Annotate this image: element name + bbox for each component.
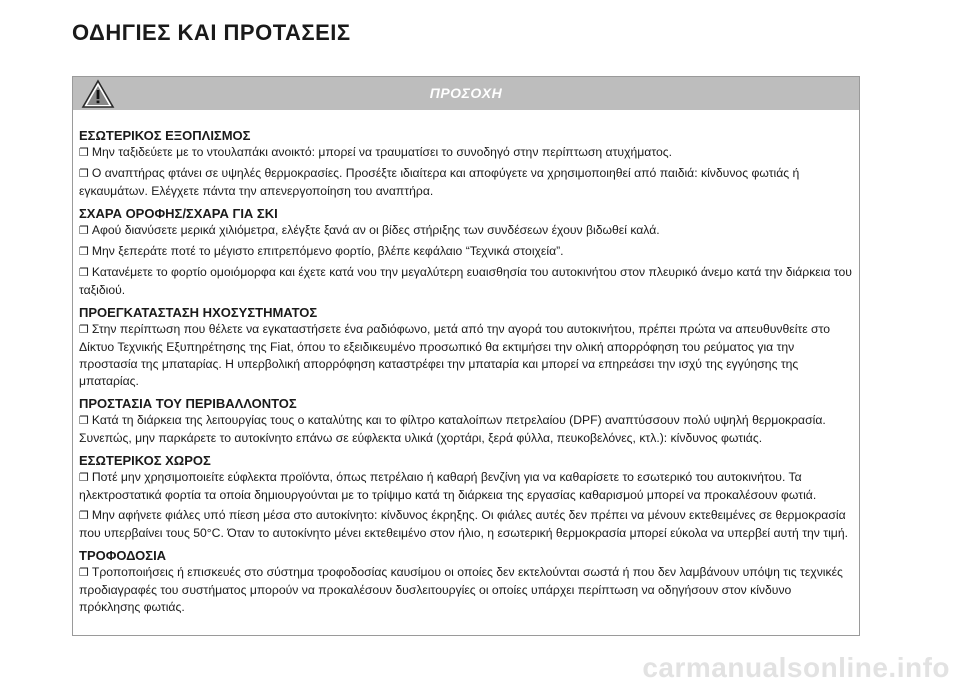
paragraph — [79, 144, 853, 162]
paragraph-text: Μην ταξιδεύετε με το ντουλαπάκι ανοικτό: μπορεί να τραυματίσει το συνοδηγό στην περίπτωση ατυχήματος. — [91, 145, 672, 159]
paragraph-text: Μην ξεπεράτε ποτέ το μέγιστο επιτρεπόμενο φορτίο, βλέπε κεφάλαιο “Τεχνικά στοιχεία”. — [91, 244, 564, 258]
paragraph — [79, 412, 853, 447]
checkbox-bullet-icon: ❐ — [79, 415, 89, 427]
section-title: ΠΡΟΣΤΑΣΙΑ ΤΟΥ ΠΕΡΙΒΑΛΛΟΝΤΟΣ — [79, 396, 297, 411]
checkbox-bullet-icon: ❐ — [79, 225, 89, 237]
watermark: carmanualsonline.info — [642, 652, 950, 683]
paragraph-text: Τροποποιήσεις ή επισκευές στο σύστημα τροφοδοσίας καυσίμου οι οποίες δεν εκτελούνται σωστά ή που δεν λαμβάνουν υπόψη τις τεχνικές προδιαγραφές του συστήματος μπορούν να προκαλέσουν δυσλειτουργίες οι οποίες υπάρχει περίπτωση να οδηγήσουν στον κίνδυνο πρόκλησης φωτιάς. — [79, 565, 843, 614]
section-title: ΣΧΑΡΑ ΟΡΟΦΗΣ/ΣΧΑΡΑ ΓΙΑ ΣΚΙ — [79, 206, 278, 221]
paragraph — [79, 564, 853, 616]
warning-content — [79, 127, 853, 619]
checkbox-bullet-icon: ❐ — [79, 168, 89, 180]
paragraph-text: Μην αφήνετε φιάλες υπό πίεση μέσα στο αυτοκίνητο: κίνδυνος έκρηξης. Οι φιάλες αυτές δεν πρέπει να μένουν εκτεθειμένες σε θερμοκρασία που υπερβαίνει τους 50°C. Όταν το αυτοκίνητο μένει εκτεθειμένο στον ήλιο, η εσωτερική θερμοκρασία μπορεί εύκολα να υπερβεί αυτή την τιμή. — [79, 508, 848, 540]
checkbox-bullet-icon: ❐ — [79, 324, 89, 336]
warning-box — [72, 76, 860, 636]
paragraph — [79, 507, 853, 542]
checkbox-bullet-icon: ❐ — [79, 567, 89, 579]
paragraph-text: Κατανέμετε το φορτίο ομοιόμορφα και έχετε κατά νου την μεγαλύτερη ευαισθησία του αυτοκινήτου στον πλευρικό άνεμο κατά την διάρκεια του ταξιδιού. — [79, 265, 852, 297]
checkbox-bullet-icon: ❐ — [79, 267, 89, 279]
paragraph — [79, 243, 853, 261]
warning-title: ΠΡΟΣΟΧΗ — [429, 85, 503, 101]
paragraph — [79, 321, 853, 390]
checkbox-bullet-icon: ❐ — [79, 246, 89, 258]
warning-header — [73, 77, 859, 110]
section-title: ΕΣΩΤΕΡΙΚΟΣ ΧΩΡΟΣ — [79, 453, 211, 468]
section-title: ΤΡΟΦΟΔΟΣΙΑ — [79, 548, 167, 563]
paragraph-text: Στην περίπτωση που θέλετε να εγκαταστήσετε ένα ραδιόφωνο, μετά από την αγορά του αυτοκινήτου, πρέπει πρώτα να απευθυνθείτε στο Δίκτυο Τεχνικής Εξυπηρέτησης της Fiat, όπου το εξειδικευμένο προσωπικό θα εκτιμήσει την ολική απορρόφηση του ρεύματος για την προστασία της μπαταρίας. Η υπερβολική απορρόφηση καταστρέφει την μπαταρία και μπορεί να επηρεάσει την ισχύ της εγγύησης της μπαταρίας. — [79, 322, 830, 388]
section-title: ΕΣΩΤΕΡΙΚΟΣ ΕΞΟΠΛΙΣΜΟΣ — [79, 128, 251, 143]
checkbox-bullet-icon: ❐ — [79, 472, 89, 484]
page-title: ΟΔΗΓΙΕΣ ΚΑΙ ΠΡΟΤΑΣΕΙΣ — [72, 20, 351, 45]
paragraph — [79, 469, 853, 504]
paragraph — [79, 165, 853, 200]
paragraph-text: Κατά τη διάρκεια της λειτουργίας τους ο καταλύτης και το φίλτρο καταλοίπων πετρελαίου (DPF) αναπτύσσουν πολύ υψηλή θερμοκρασία. Συνεπώς, μην παρκάρετε το αυτοκίνητο επάνω σε εύφλεκτα υλικά (χορτάρι, ξερά φύλλα, πευκοβελόνες, κτλ.): κίνδυνος φωτιάς. — [79, 413, 826, 445]
section-title: ΠΡΟΕΓΚΑΤΑΣΤΑΣΗ ΗΧΟΣΥΣΤΗΜΑΤΟΣ — [79, 305, 318, 320]
paragraph — [79, 222, 853, 240]
paragraph-text: Ποτέ μην χρησιμοποιείτε εύφλεκτα προϊόντα, όπως πετρέλαιο ή καθαρή βενζίνη για να καθαρίσετε το εσωτερικό του αυτοκινήτου. Τα ηλεκτροστατικά φορτία τα οποία δημιουργούνται με το τρίψιμο κατά τη διάρκεια της εργασίας καθαρισμού μπορεί να προκαλέσουν φωτιά. — [79, 470, 817, 502]
paragraph-text: Αφού διανύσετε μερικά χιλιόμετρα, ελέγξτε ξανά αν οι βίδες στήριξης των συνδέσεων έχουν βιδωθεί καλά. — [91, 223, 660, 237]
paragraph-text: Ο αναπτήρας φτάνει σε υψηλές θερμοκρασίες. Προσέξτε ιδιαίτερα και αποφύγετε να χρησιμοποιηθεί από παιδιά: κίνδυνος φωτιάς ή εγκαυμάτων. Ελέγχετε πάντα την απενεργοποίηση του αναπτήρα. — [79, 166, 800, 198]
checkbox-bullet-icon: ❐ — [79, 147, 89, 159]
paragraph — [79, 264, 853, 299]
checkbox-bullet-icon: ❐ — [79, 510, 89, 522]
